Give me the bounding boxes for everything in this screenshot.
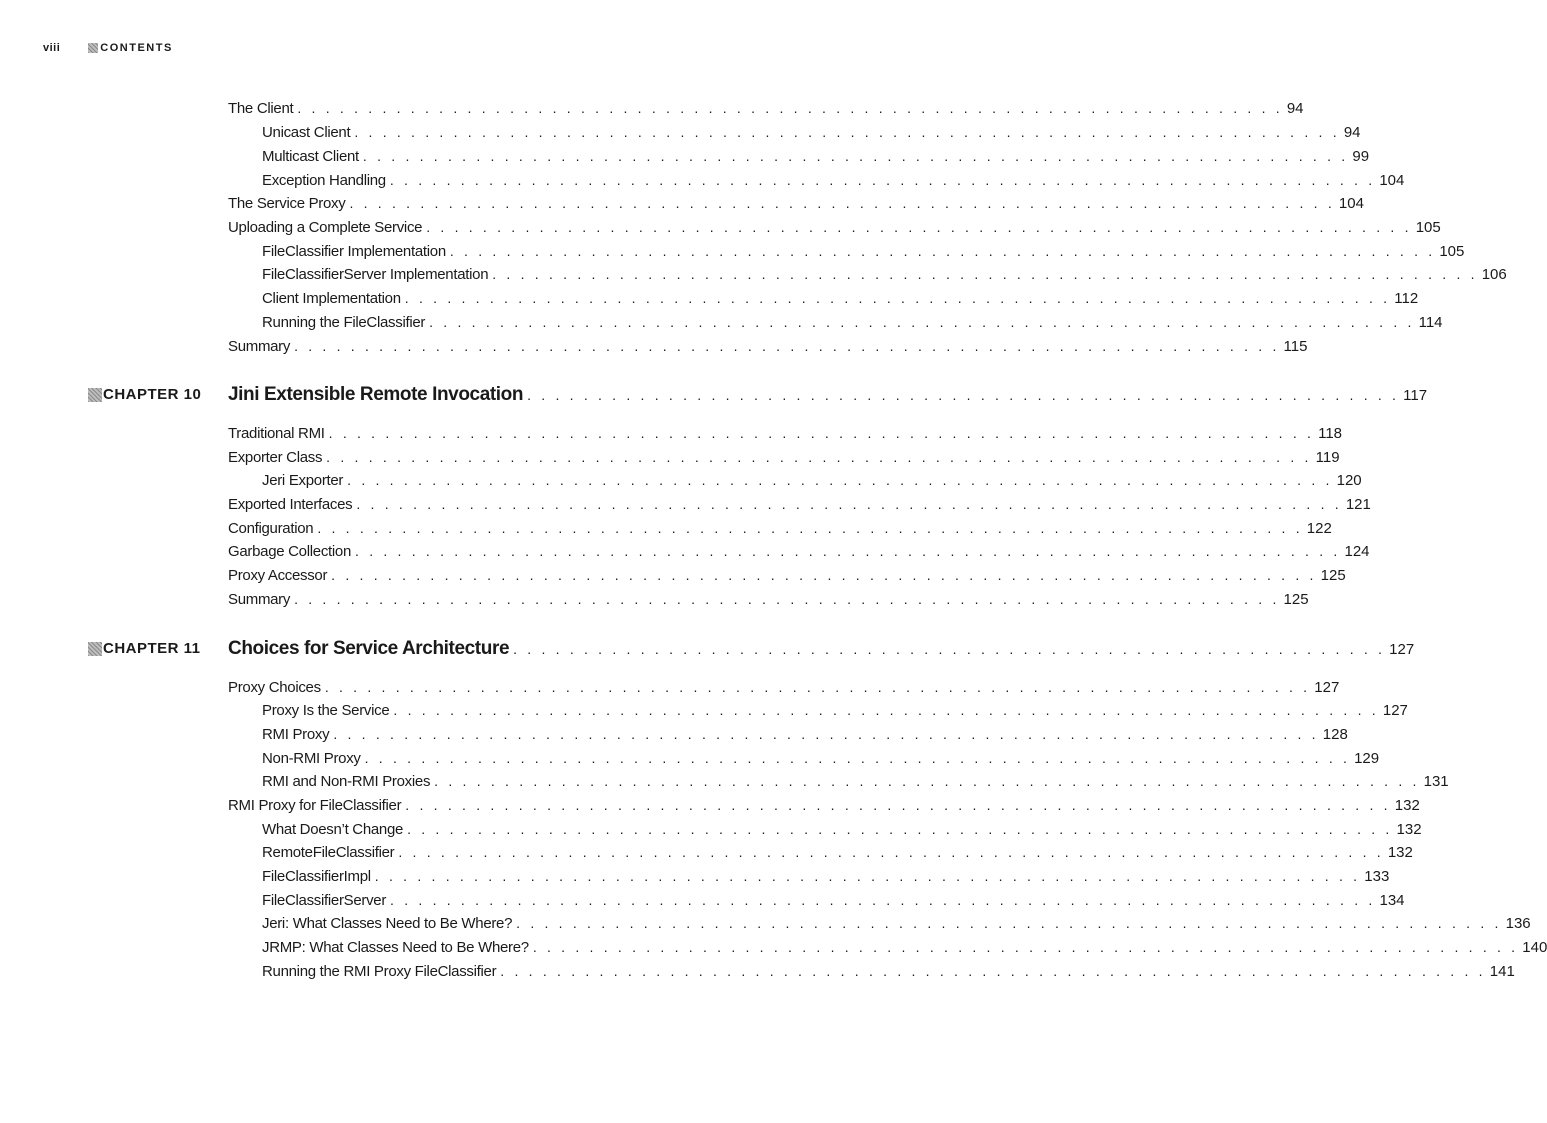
toc-leader-dots: . . . . . . . . . . . . . . . . . . . . . . . . . . . . . . . . . . . . . . . . . . . . . . . . . . . . . . . . . . . . . . . . . . . . . . [324,679,1311,695]
chapter-label-text: CHAPTER 10 [103,386,202,403]
toc-leader-dots: . . . . . . . . . . . . . . . . . . . . . . . . . . . . . . . . . . . . . . . . . . . . . . . . . . . . . . . . . . . . . . . . . . . . . . [389,172,1376,188]
toc-leader-dots: . . . . . . . . . . . . . . . . . . . . . . . . . . . . . . . . . . . . . . . . . . . . . . . . . . . . . . . . . . . . . . . . . . . . . . [354,124,1340,140]
toc-leader-dots: . . . . . . . . . . . . . . . . . . . . . . . . . . . . . . . . . . . . . . . . . . . . . . . . . . . . . . . . . . . . . . . . . . . . . . [356,496,1342,512]
toc-entry-title: Summary [228,338,291,355]
toc-entry-title: Jeri Exporter [262,472,344,489]
toc-entry[interactable] [262,771,1449,792]
toc-leader-dots: . . . . . . . . . . . . . . . . . . . . . . . . . . . . . . . . . . . . . . . . . . . . . . . . . . . . . . . . . . . . . . . . . . . . . . [500,963,1486,979]
toc-entry-title: Jeri: What Classes Need to Be Where? [262,915,513,932]
toc-leader-dots: . . . . . . . . . . . . . . . . . . . . . . . . . . . . . . . . . . . . . . . . . . . . . . . . . . . . . . . . . . . . . . [513,641,1386,657]
toc-entry-page: 125 [1320,567,1346,584]
toc-leader-dots: . . . . . . . . . . . . . . . . . . . . . . . . . . . . . . . . . . . . . . . . . . . . . . . . . . . . . . . . . . . . . . . . . . . . . . [328,425,1315,441]
toc-entry-title: Configuration [228,520,314,537]
toc-entry-title: Running the RMI Proxy FileClassifier [262,963,497,980]
chapter-page: 127 [1389,641,1415,658]
toc-entry[interactable] [262,724,1348,745]
toc-entry-page: 124 [1344,543,1370,560]
toc-leader-dots: . . . . . . . . . . . . . . . . . . . . . . . . . . . . . . . . . . . . . . . . . . . . . . . . . . . . . . . . . . . . . . . . . . . . . . [398,844,1384,860]
toc-leader-dots: . . . . . . . . . . . . . . . . . . . . . . . . . . . . . . . . . . . . . . . . . . . . . . . . . . . . . . . . . . . . . . . . . . . . . . [317,520,1303,536]
toc-leader-dots: . . . . . . . . . . . . . . . . . . . . . . . . . . . . . . . . . . . . . . . . . . . . . . . . . . . . . . . . . . . . . . . . . . . . . . [364,750,1351,766]
toc-entry-title: RMI Proxy for FileClassifier [228,797,402,814]
toc-entry-title: Proxy Is the Service [262,702,390,719]
toc-entry[interactable] [262,700,1408,721]
toc-leader-dots: . . . . . . . . . . . . . . . . . . . . . . . . . . . . . . . . . . . . . . . . . . . . . . . . . . . . . . . . . . . . . . . . . . . . . . [434,773,1420,789]
toc-entry-title: Summary [228,591,291,608]
toc-entry-page: 94 [1286,100,1304,117]
toc-entry-title: Traditional RMI [228,425,325,442]
toc-entry-page: 115 [1283,338,1308,355]
toc-entry[interactable] [262,961,1515,982]
toc-entry[interactable] [262,842,1413,863]
toc-entry[interactable] [262,890,1405,911]
toc-entry[interactable] [228,336,1308,357]
toc-entry-title: Proxy Accessor [228,567,328,584]
toc-entry-page: 122 [1306,520,1332,537]
toc-entry-page: 131 [1423,773,1449,790]
toc-entry[interactable] [262,122,1361,143]
toc-entry-page: 134 [1379,892,1405,909]
toc-entry-title: RMI Proxy [262,726,330,743]
toc-entry-title: Exception Handling [262,172,386,189]
toc-leader-dots: . . . . . . . . . . . . . . . . . . . . . . . . . . . . . . . . . . . . . . . . . . . . . . . . . . . . . . . . . . . . . . . . . . . . . . [492,266,1478,282]
chapter-marker-icon [88,642,102,656]
toc-leader-dots: . . . . . . . . . . . . . . . . . . . . . . . . . . . . . . . . . . . . . . . . . . . . . . . . . . . . . . . . . . . . . . . . . . . . . . [393,702,1379,718]
toc-entry[interactable] [228,795,1420,816]
toc-entry[interactable] [228,193,1364,214]
toc-leader-dots: . . . . . . . . . . . . . . . . . . . . . . . . . . . . . . . . . . . . . . . . . . . . . . . . . . . . . . . . . . . . . . . . . . . . . . [516,915,1502,931]
toc-entry-title: The Client [228,100,294,117]
toc-entry[interactable] [262,264,1507,285]
toc-entry[interactable] [262,748,1380,769]
chapter-page: 117 [1403,387,1428,404]
toc-entry-page: 119 [1315,449,1340,466]
toc-entry-title: Uploading a Complete Service [228,219,423,236]
toc-leader-dots: . . . . . . . . . . . . . . . . . . . . . . . . . . . . . . . . . . . . . . . . . . . . . . . . . . . . . . . . . . . . . . . . . . . . . . [429,314,1415,330]
toc-entry[interactable] [262,937,1547,958]
toc-leader-dots: . . . . . . . . . . . . . . . . . . . . . . . . . . . . . . . . . . . . . . . . . . . . . . . . . . . . . . . . . . . . . . . . . . . . . . [333,726,1319,742]
toc-entry[interactable] [228,217,1441,238]
toc-entry-title: Proxy Choices [228,679,321,696]
toc-entry-page: 99 [1352,148,1370,165]
chapter-title-text: Choices for Service Architecture [228,638,510,659]
chapter-title[interactable] [228,637,1415,662]
toc-leader-dots: . . . . . . . . . . . . . . . . . . . . . . . . . . . . . . . . . . . . . . . . . . . . . . . . . . . . . . . . . . . . . . . . . . . . . . [331,567,1317,583]
section-label: CONTENTS [100,42,173,54]
toc-entry-title: The Service Proxy [228,195,346,212]
toc-leader-dots: . . . . . . . . . . . . . . . . . . . . . . . . . . . . . . . . . . . . . . . . . . . . . . . . . . . . . . . . . . . . . . . . . . . . . . [326,449,1312,465]
chapter-title-text: Jini Extensible Remote Invocation [228,384,524,405]
toc-entry-title: What Doesn’t Change [262,821,404,838]
toc-entry[interactable] [228,565,1346,586]
toc-leader-dots: . . . . . . . . . . . . . . . . . . . . . . . . . . . . . . . . . . . . . . . . . . . . . . . . . . . . . . . . . . . . . . . . . . . . . . [532,939,1519,955]
toc-leader-dots: . . . . . . . . . . . . . . . . . . . . . . . . . . . . . . . . . . . . . . . . . . . . . . . . . . . . . . . . . . . . . . . . . . . . . . [355,543,1341,559]
toc-entry-title: FileClassifierServer Implementation [262,266,489,283]
toc-entry-title: RemoteFileClassifier [262,844,395,861]
toc-entry-title: Exported Interfaces [228,496,353,513]
page-number: viii [43,42,61,54]
toc-entry[interactable] [228,677,1340,698]
toc-entry-page: 120 [1336,472,1362,489]
chapter-label [88,640,201,657]
toc-entry-title: Garbage Collection [228,543,352,560]
toc-entry[interactable] [262,170,1405,191]
toc-entry-title: FileClassifierServer [262,892,387,909]
toc-entry[interactable] [228,494,1371,515]
toc-entry-title: Running the FileClassifier [262,314,426,331]
toc-entry-page: 133 [1364,868,1390,885]
toc-entry[interactable] [262,288,1419,309]
toc-entry[interactable] [262,241,1465,262]
toc-entry-page: 105 [1415,219,1441,236]
toc-leader-dots: . . . . . . . . . . . . . . . . . . . . . . . . . . . . . . . . . . . . . . . . . . . . . . . . . . . . . . . . . . . . . . . . . . . . . . [347,472,1333,488]
toc-leader-dots: . . . . . . . . . . . . . . . . . . . . . . . . . . . . . . . . . . . . . . . . . . . . . . . . . . . . . . . . . . . . . . . . . . . . . . [449,243,1436,259]
toc-entry-page: 136 [1505,915,1531,932]
toc-entry-page: 141 [1489,963,1515,980]
toc-entry[interactable] [228,423,1343,444]
toc-entry-page: 104 [1338,195,1364,212]
toc-leader-dots: . . . . . . . . . . . . . . . . . . . . . . . . . . . . . . . . . . . . . . . . . . . . . . . . . . . . . . . . . . . . . . [527,387,1400,403]
toc-entry-page: 125 [1283,591,1309,608]
toc-leader-dots: . . . . . . . . . . . . . . . . . . . . . . . . . . . . . . . . . . . . . . . . . . . . . . . . . . . . . . . . . . . . . . . . . . . . . . [426,219,1412,235]
toc-entry-title: FileClassifierImpl [262,868,371,885]
toc-leader-dots: . . . . . . . . . . . . . . . . . . . . . . . . . . . . . . . . . . . . . . . . . . . . . . . . . . . . . . . . . . . . . . . . . . . . . . [390,892,1376,908]
toc-entry-page: 94 [1343,124,1361,141]
toc-entry-page: 128 [1322,726,1348,743]
toc-leader-dots: . . . . . . . . . . . . . . . . . . . . . . . . . . . . . . . . . . . . . . . . . . . . . . . . . . . . . . . . . . . . . . . . . . . . . . [297,100,1283,116]
section-marker-icon [88,43,98,53]
toc-entry-title: Client Implementation [262,290,401,307]
toc-entry-title: FileClassifier Implementation [262,243,446,260]
toc-entry[interactable] [262,866,1390,887]
toc-entry-page: 121 [1345,496,1371,513]
toc-entry-title: Non-RMI Proxy [262,750,361,767]
toc-leader-dots: . . . . . . . . . . . . . . . . . . . . . . . . . . . . . . . . . . . . . . . . . . . . . . . . . . . . . . . . . . . . . . . . . . . . . . [404,290,1391,306]
toc-entry[interactable] [228,447,1340,468]
toc-entry-title: JRMP: What Classes Need to Be Where? [262,939,529,956]
toc-entry[interactable] [228,541,1370,562]
toc-entry-page: 114 [1418,314,1443,331]
toc-entry-page: 127 [1382,702,1408,719]
toc-entry-title: Exporter Class [228,449,323,466]
toc-entry-title: Multicast Client [262,148,359,165]
toc-entry-page: 132 [1394,797,1420,814]
toc-entry-page: 140 [1522,939,1547,956]
toc-entry-page: 104 [1379,172,1405,189]
toc-leader-dots: . . . . . . . . . . . . . . . . . . . . . . . . . . . . . . . . . . . . . . . . . . . . . . . . . . . . . . . . . . . . . . . . . . . . . . [362,148,1349,164]
running-head [43,42,173,54]
toc-entry-page: 127 [1314,679,1340,696]
toc-entry[interactable] [262,819,1422,840]
chapter-title[interactable] [228,383,1428,408]
toc-entry-page: 129 [1354,750,1380,767]
toc-leader-dots: . . . . . . . . . . . . . . . . . . . . . . . . . . . . . . . . . . . . . . . . . . . . . . . . . . . . . . . . . . . . . . . . . . . . . . [405,797,1391,813]
toc-entry[interactable] [262,913,1531,934]
toc-entry[interactable] [228,98,1304,119]
toc-entry-page: 132 [1387,844,1413,861]
chapter-label-text: CHAPTER 11 [103,640,201,657]
toc-entry-page: 112 [1394,290,1419,307]
toc-entry[interactable] [228,518,1332,539]
toc-entry-page: 132 [1396,821,1422,838]
toc-leader-dots: . . . . . . . . . . . . . . . . . . . . . . . . . . . . . . . . . . . . . . . . . . . . . . . . . . . . . . . . . . . . . . . . . . . . . . [374,868,1361,884]
toc-entry-page: 105 [1439,243,1465,260]
toc-entry[interactable] [262,146,1370,167]
toc-entry-page: 118 [1318,425,1343,442]
toc-entry-title: RMI and Non-RMI Proxies [262,773,431,790]
chapter-marker-icon [88,388,102,402]
toc-leader-dots: . . . . . . . . . . . . . . . . . . . . . . . . . . . . . . . . . . . . . . . . . . . . . . . . . . . . . . . . . . . . . . . . . . . . . . [294,591,1280,607]
toc-entry[interactable] [262,312,1443,333]
toc-entry[interactable] [262,470,1362,491]
toc-entry-page: 106 [1481,266,1507,283]
chapter-label [88,386,201,403]
toc-leader-dots: . . . . . . . . . . . . . . . . . . . . . . . . . . . . . . . . . . . . . . . . . . . . . . . . . . . . . . . . . . . . . . . . . . . . . . [407,821,1393,837]
toc-entry[interactable] [228,589,1309,610]
toc-entry-title: Unicast Client [262,124,351,141]
toc-leader-dots: . . . . . . . . . . . . . . . . . . . . . . . . . . . . . . . . . . . . . . . . . . . . . . . . . . . . . . . . . . . . . . . . . . . . . . [349,195,1335,211]
toc-leader-dots: . . . . . . . . . . . . . . . . . . . . . . . . . . . . . . . . . . . . . . . . . . . . . . . . . . . . . . . . . . . . . . . . . . . . . . [294,338,1280,354]
